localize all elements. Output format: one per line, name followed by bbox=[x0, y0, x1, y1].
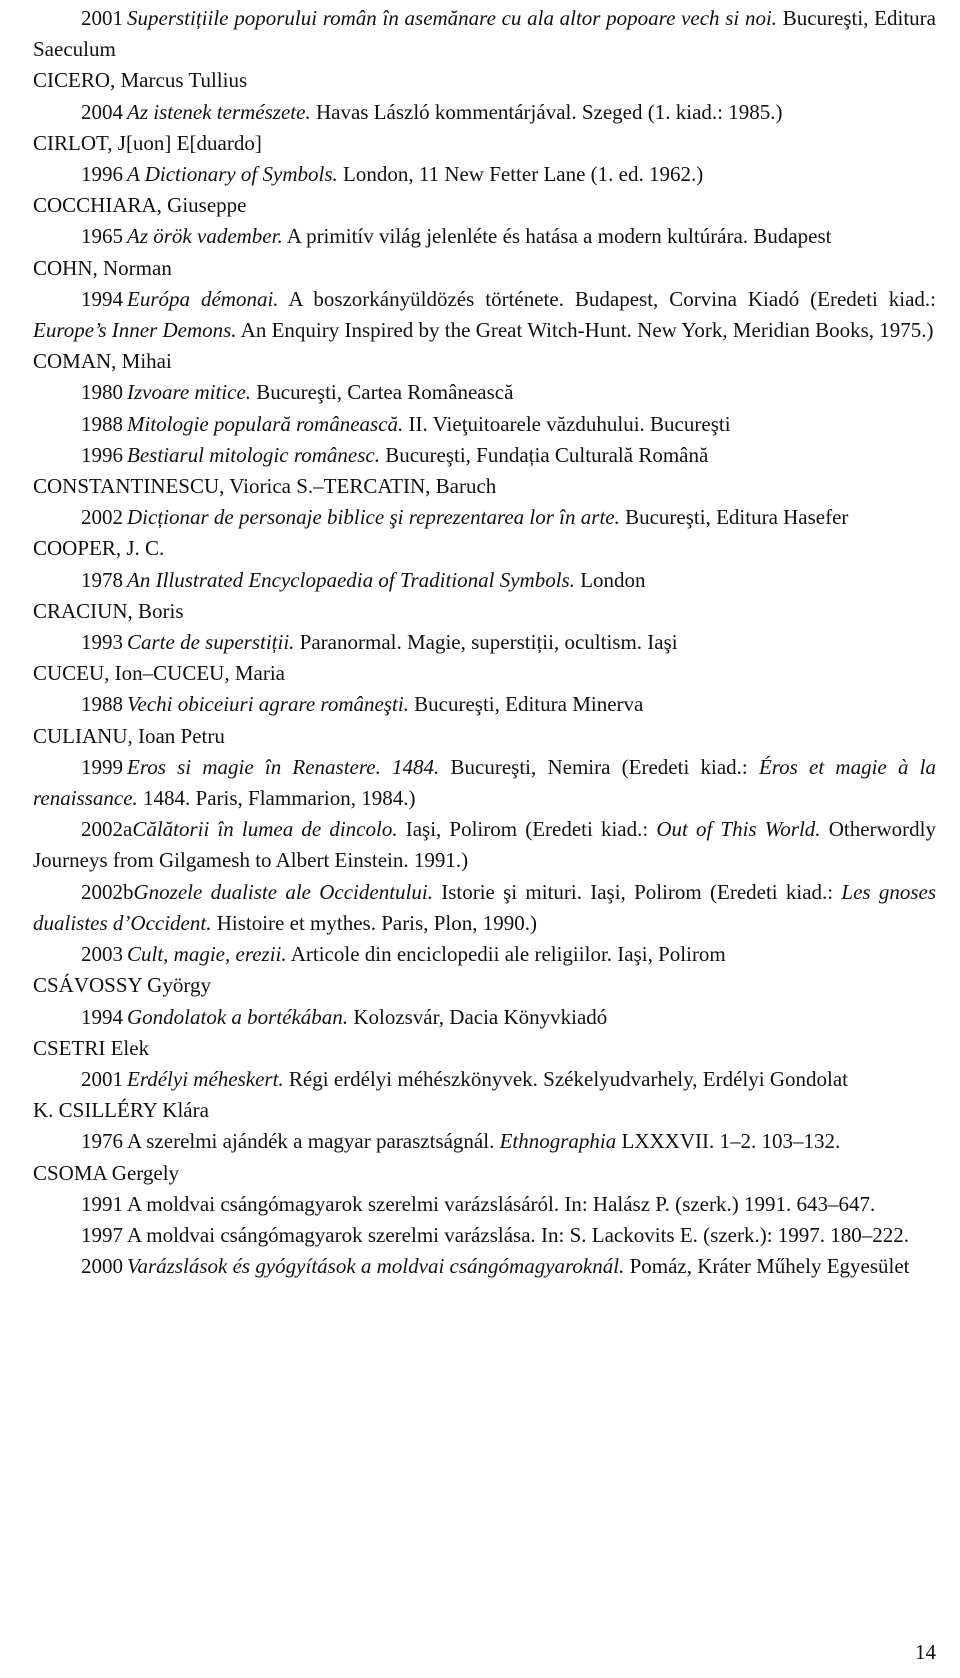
bibliography-entry bbox=[33, 1251, 936, 1282]
entry-year: 1996 bbox=[81, 442, 123, 467]
entry-text: CULIANU, Ioan Petru bbox=[33, 723, 225, 748]
entry-title-italic: Ethnographia bbox=[499, 1129, 617, 1154]
author-heading bbox=[33, 190, 936, 221]
entry-text: Bucureşti, Editura Saeculum bbox=[33, 6, 936, 62]
entry-title-italic: Gnozele dualiste ale Occidentului. bbox=[133, 879, 433, 904]
page-number: 14 bbox=[915, 1639, 936, 1664]
entry-text: Bucureşti, Nemira (Eredeti kiad.: bbox=[439, 754, 759, 779]
entry-text: Otherwordly Journeys from Gilgamesh to Albert Einstein. 1991.) bbox=[33, 817, 936, 873]
entry-text: Régi erdélyi méhészkönyvek. Székelyudvarhely, Erdélyi Gondolat bbox=[283, 1066, 848, 1091]
bibliography-entry bbox=[33, 221, 936, 252]
entry-text: Istorie şi mituri. Iaşi, Polirom (Eredeti kiad.: bbox=[432, 879, 842, 904]
entry-year: 1994 bbox=[81, 286, 123, 311]
entry-text: Kolozsvár, Dacia Könyvkiadó bbox=[348, 1004, 608, 1029]
entry-title-italic: Eros si magie în Renastere. 1484. bbox=[127, 754, 440, 779]
entry-text: Bucureşti, Editura Hasefer bbox=[619, 505, 849, 530]
entry-year: 2001 bbox=[81, 1066, 123, 1091]
entry-year: 2002a bbox=[81, 817, 133, 842]
bibliography-entry bbox=[33, 3, 936, 65]
entry-title-italic: Az istenek természete. bbox=[127, 99, 311, 124]
entry-text: Bucureşti, Cartea Românească bbox=[251, 380, 514, 405]
entry-text: CSÁVOSSY György bbox=[33, 973, 211, 998]
author-heading bbox=[33, 970, 936, 1001]
entry-year: 2004 bbox=[81, 99, 123, 124]
entry-year: 1978 bbox=[81, 567, 123, 592]
entry-text: Histoire et mythes. Paris, Plon, 1990.) bbox=[211, 910, 537, 935]
entry-text: LXXXVII. 1–2. 103–132. bbox=[616, 1129, 841, 1154]
entry-title-italic: Carte de superstiții. bbox=[127, 630, 295, 655]
entry-year: 1997 bbox=[81, 1222, 123, 1247]
entry-title-italic: A Dictionary of Symbols. bbox=[127, 162, 338, 187]
author-heading bbox=[33, 1095, 936, 1126]
entry-year: 1980 bbox=[81, 380, 123, 405]
author-heading bbox=[33, 1158, 936, 1189]
entry-text: CRACIUN, Boris bbox=[33, 598, 184, 623]
bibliography-entry bbox=[33, 1189, 936, 1220]
bibliography-entry bbox=[33, 97, 936, 128]
entry-text: Iaşi, Polirom (Eredeti kiad.: bbox=[397, 817, 657, 842]
entry-text: CIRLOT, J[uon] E[duardo] bbox=[33, 130, 262, 155]
entry-title-italic: Les gnoses dualistes d’Occident. bbox=[33, 879, 936, 935]
author-heading bbox=[33, 721, 936, 752]
entry-title-italic: Varázslások és gyógyítások a moldvai csángómagyaroknál. bbox=[127, 1254, 625, 1279]
author-heading bbox=[33, 346, 936, 377]
author-heading bbox=[33, 658, 936, 689]
entry-title-italic: Europe’s Inner Demons. bbox=[33, 318, 237, 343]
entry-text: London, 11 New Fetter Lane (1. ed. 1962.) bbox=[337, 162, 704, 187]
entry-text: Pomáz, Kráter Műhely Egyesület bbox=[624, 1254, 910, 1279]
author-heading bbox=[33, 596, 936, 627]
author-heading bbox=[33, 1033, 936, 1064]
entry-text: COMAN, Mihai bbox=[33, 349, 172, 374]
entry-text: CUCEU, Ion–CUCEU, Maria bbox=[33, 661, 285, 686]
author-heading bbox=[33, 65, 936, 96]
bibliography-entry bbox=[33, 409, 936, 440]
entry-text: A moldvai csángómagyarok szerelmi varázslása. In: S. Lackovits E. (szerk.): 1997. 180–222. bbox=[127, 1222, 910, 1247]
entry-year: 2003 bbox=[81, 942, 123, 967]
entry-year: 1994 bbox=[81, 1004, 123, 1029]
entry-year: 1965 bbox=[81, 224, 123, 249]
entry-title-italic: Superstițiile poporului român în asemănare cu ala altor popoare vech si noi. bbox=[127, 6, 778, 30]
entry-title-italic: Dicționar de personaje biblice şi reprezentarea lor în arte. bbox=[127, 505, 620, 530]
bibliography-entry bbox=[33, 1220, 936, 1251]
entry-year: 1993 bbox=[81, 630, 123, 655]
bibliography-list bbox=[33, 3, 936, 1282]
entry-text: CSOMA Gergely bbox=[33, 1160, 180, 1185]
entry-text: COCCHIARA, Giuseppe bbox=[33, 193, 247, 218]
entry-title-italic: Bestiarul mitologic românesc. bbox=[127, 442, 380, 467]
entry-title-italic: Európa démonai. bbox=[127, 286, 279, 311]
bibliography-entry bbox=[33, 814, 936, 876]
entry-text: Bucureşti, Fundația Culturală Română bbox=[379, 442, 709, 467]
author-heading bbox=[33, 471, 936, 502]
entry-title-italic: Izvoare mitice. bbox=[127, 380, 252, 405]
entry-text: A primitív világ jelenléte és hatása a modern kultúrára. Budapest bbox=[282, 224, 832, 249]
entry-year: 1976 bbox=[81, 1129, 123, 1154]
author-heading bbox=[33, 253, 936, 284]
entry-year: 2001 bbox=[81, 6, 123, 30]
bibliography-entry bbox=[33, 284, 936, 346]
entry-title-italic: Călătorii în lumea de dincolo. bbox=[132, 817, 398, 842]
bibliography-entry bbox=[33, 1002, 936, 1033]
bibliography-entry bbox=[33, 440, 936, 471]
entry-title-italic: Mitologie populară românească. bbox=[127, 411, 404, 436]
entry-text: Articole din enciclopedii ale religiilor. Iaşi, Polirom bbox=[286, 942, 726, 967]
entry-text: Bucureşti, Editura Minerva bbox=[408, 692, 644, 717]
entry-year: 1988 bbox=[81, 411, 123, 436]
bibliography-entry bbox=[33, 689, 936, 720]
entry-title-italic: Az örök vadember. bbox=[127, 224, 283, 249]
entry-text: Havas László kommentárjával. Szeged (1. kiad.: 1985.) bbox=[310, 99, 783, 124]
entry-text: K. CSILLÉRY Klára bbox=[33, 1098, 209, 1123]
entry-year: 2002b bbox=[81, 879, 134, 904]
bibliography-entry bbox=[33, 502, 936, 533]
entry-text: A szerelmi ajándék a magyar parasztságnál. bbox=[127, 1129, 500, 1154]
entry-text: II. Vieţuitoarele văzduhului. Bucureşti bbox=[403, 411, 731, 436]
bibliography-entry bbox=[33, 1126, 936, 1157]
entry-title-italic: Erdélyi méheskert. bbox=[127, 1066, 284, 1091]
bibliography-entry bbox=[33, 939, 936, 970]
entry-text: 1484. Paris, Flammarion, 1984.) bbox=[137, 786, 416, 811]
entry-text: COOPER, J. C. bbox=[33, 536, 165, 561]
entry-title-italic: Vechi obiceiuri agrare româneşti. bbox=[127, 692, 409, 717]
entry-text: COHN, Norman bbox=[33, 255, 172, 280]
author-heading bbox=[33, 128, 936, 159]
entry-title-italic: Out of This World. bbox=[656, 817, 821, 842]
entry-year: 2000 bbox=[81, 1254, 123, 1279]
entry-title-italic: Gondolatok a bortékában. bbox=[127, 1004, 349, 1029]
bibliography-entry bbox=[33, 1064, 936, 1095]
entry-year: 2002 bbox=[81, 505, 123, 530]
entry-text: A moldvai csángómagyarok szerelmi varázslásáról. In: Halász P. (szerk.) 1991. 643–647. bbox=[127, 1191, 876, 1216]
entry-year: 1999 bbox=[81, 754, 123, 779]
bibliography-entry bbox=[33, 627, 936, 658]
entry-year: 1996 bbox=[81, 162, 123, 187]
entry-title-italic: Cult, magie, erezii. bbox=[127, 942, 287, 967]
entry-text: CICERO, Marcus Tullius bbox=[33, 68, 248, 93]
bibliography-entry bbox=[33, 752, 936, 814]
entry-text: CONSTANTINESCU, Viorica S.–TERCATIN, Baruch bbox=[33, 474, 497, 499]
bibliography-entry bbox=[33, 565, 936, 596]
entry-text: An Enquiry Inspired by the Great Witch-Hunt. New York, Meridian Books, 1975.) bbox=[236, 318, 934, 343]
entry-text: CSETRI Elek bbox=[33, 1035, 150, 1060]
entry-text: London bbox=[574, 567, 646, 592]
author-heading bbox=[33, 533, 936, 564]
entry-title-italic: Éros et magie à la renaissance. bbox=[33, 754, 936, 811]
entry-year: 1991 bbox=[81, 1191, 123, 1216]
entry-text: Paranormal. Magie, superstiții, ocultism. Iaşi bbox=[294, 630, 678, 655]
entry-year: 1988 bbox=[81, 692, 123, 717]
bibliography-entry bbox=[33, 877, 936, 939]
entry-text: A boszorkányüldözés története. Budapest, Corvina Kiadó (Eredeti kiad.: bbox=[278, 286, 936, 311]
entry-title-italic: An Illustrated Encyclopaedia of Traditional Symbols. bbox=[127, 567, 575, 592]
bibliography-entry bbox=[33, 377, 936, 408]
bibliography-entry bbox=[33, 159, 936, 190]
